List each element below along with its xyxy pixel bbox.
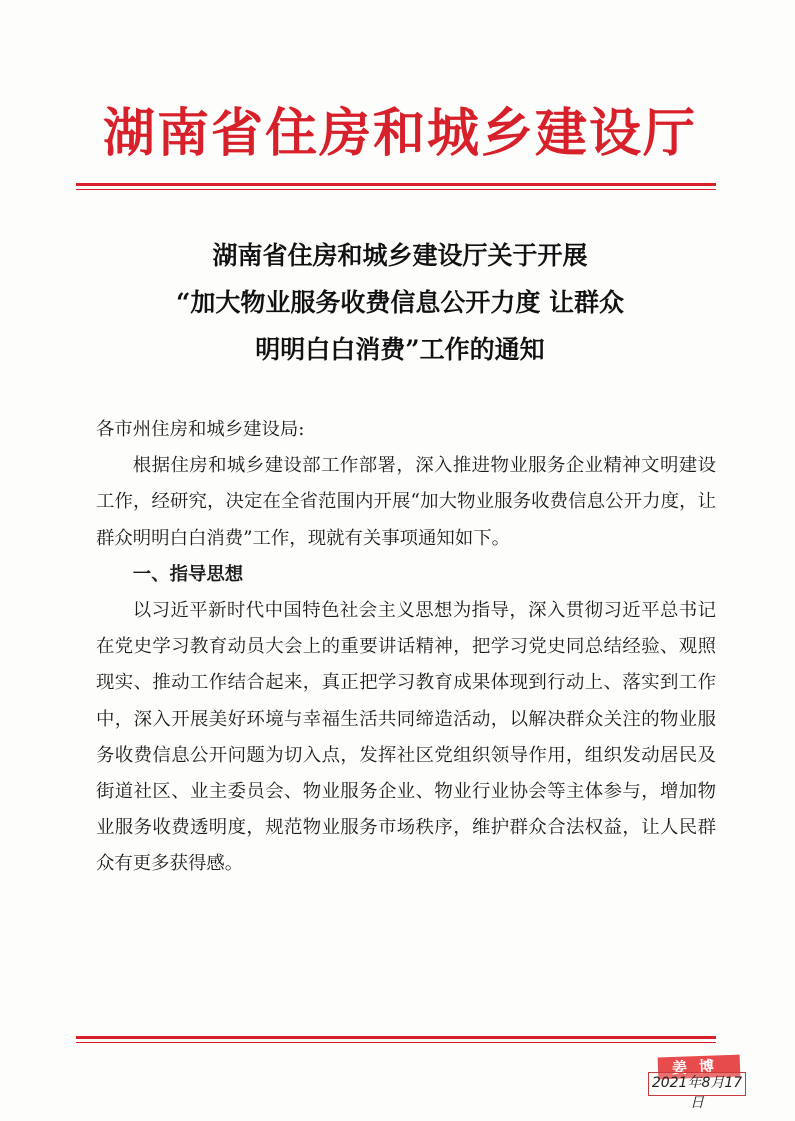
masthead-red-rule-thin xyxy=(76,189,716,190)
masthead-red-rule xyxy=(76,183,716,186)
salutation: 各市州住房和城乡建设局: xyxy=(96,419,305,440)
masthead-title: 湖南省住房和城乡建设厅 xyxy=(102,104,697,164)
title-line-3: 明明白白消费”工作的通知 xyxy=(255,335,545,364)
title-line-1: 湖南省住房和城乡建设厅关于开展 xyxy=(212,241,588,270)
section-heading: 一、指导思想 xyxy=(132,563,244,585)
approval-stamp xyxy=(646,1056,746,1111)
intro-paragraph: 根据住房和城乡建设部工作部署，深入推进物业服务企业精神文明建设工作，经研究，决定在全省范围内开展“加大物业服务收费信息公开力度，让群众明明白白消费”工作，现就有关事项通知如下。 xyxy=(96,455,716,549)
title-line-2: “加大物业服务收费信息公开力度 让群众 xyxy=(175,288,625,317)
stamp-date: 2021年8月17日 xyxy=(648,1072,746,1096)
footer-red-rule-thin xyxy=(76,1042,716,1043)
stamp-name: 姜博 xyxy=(658,1055,741,1080)
document-title xyxy=(70,232,730,373)
section-paragraph: 以习近平新时代中国特色社会主义思想为指导，深入贯彻习近平总书记在党史学习教育动员大会上的重要讲话精神，把学习党史同总结经验、观照现实、推动工作结合起来，真正把学习教育成果体现到行动上、落实到工作中，深入开展美好环境与幸福生活共同缔造活动，以解决群众关注的物业服务收费信息公开问题为切入点，发挥社区党组织领导作用，组织发动居民及街道社区、业主委员会、物业服务企业、物业行业协会等主体参与，增加物业服务收费透明度，规范物业服务市场秩序，维护群众合法权益，让人民群众有更多获得感。 xyxy=(96,600,716,875)
footer-red-rule xyxy=(76,1036,716,1039)
document-body xyxy=(96,412,716,883)
